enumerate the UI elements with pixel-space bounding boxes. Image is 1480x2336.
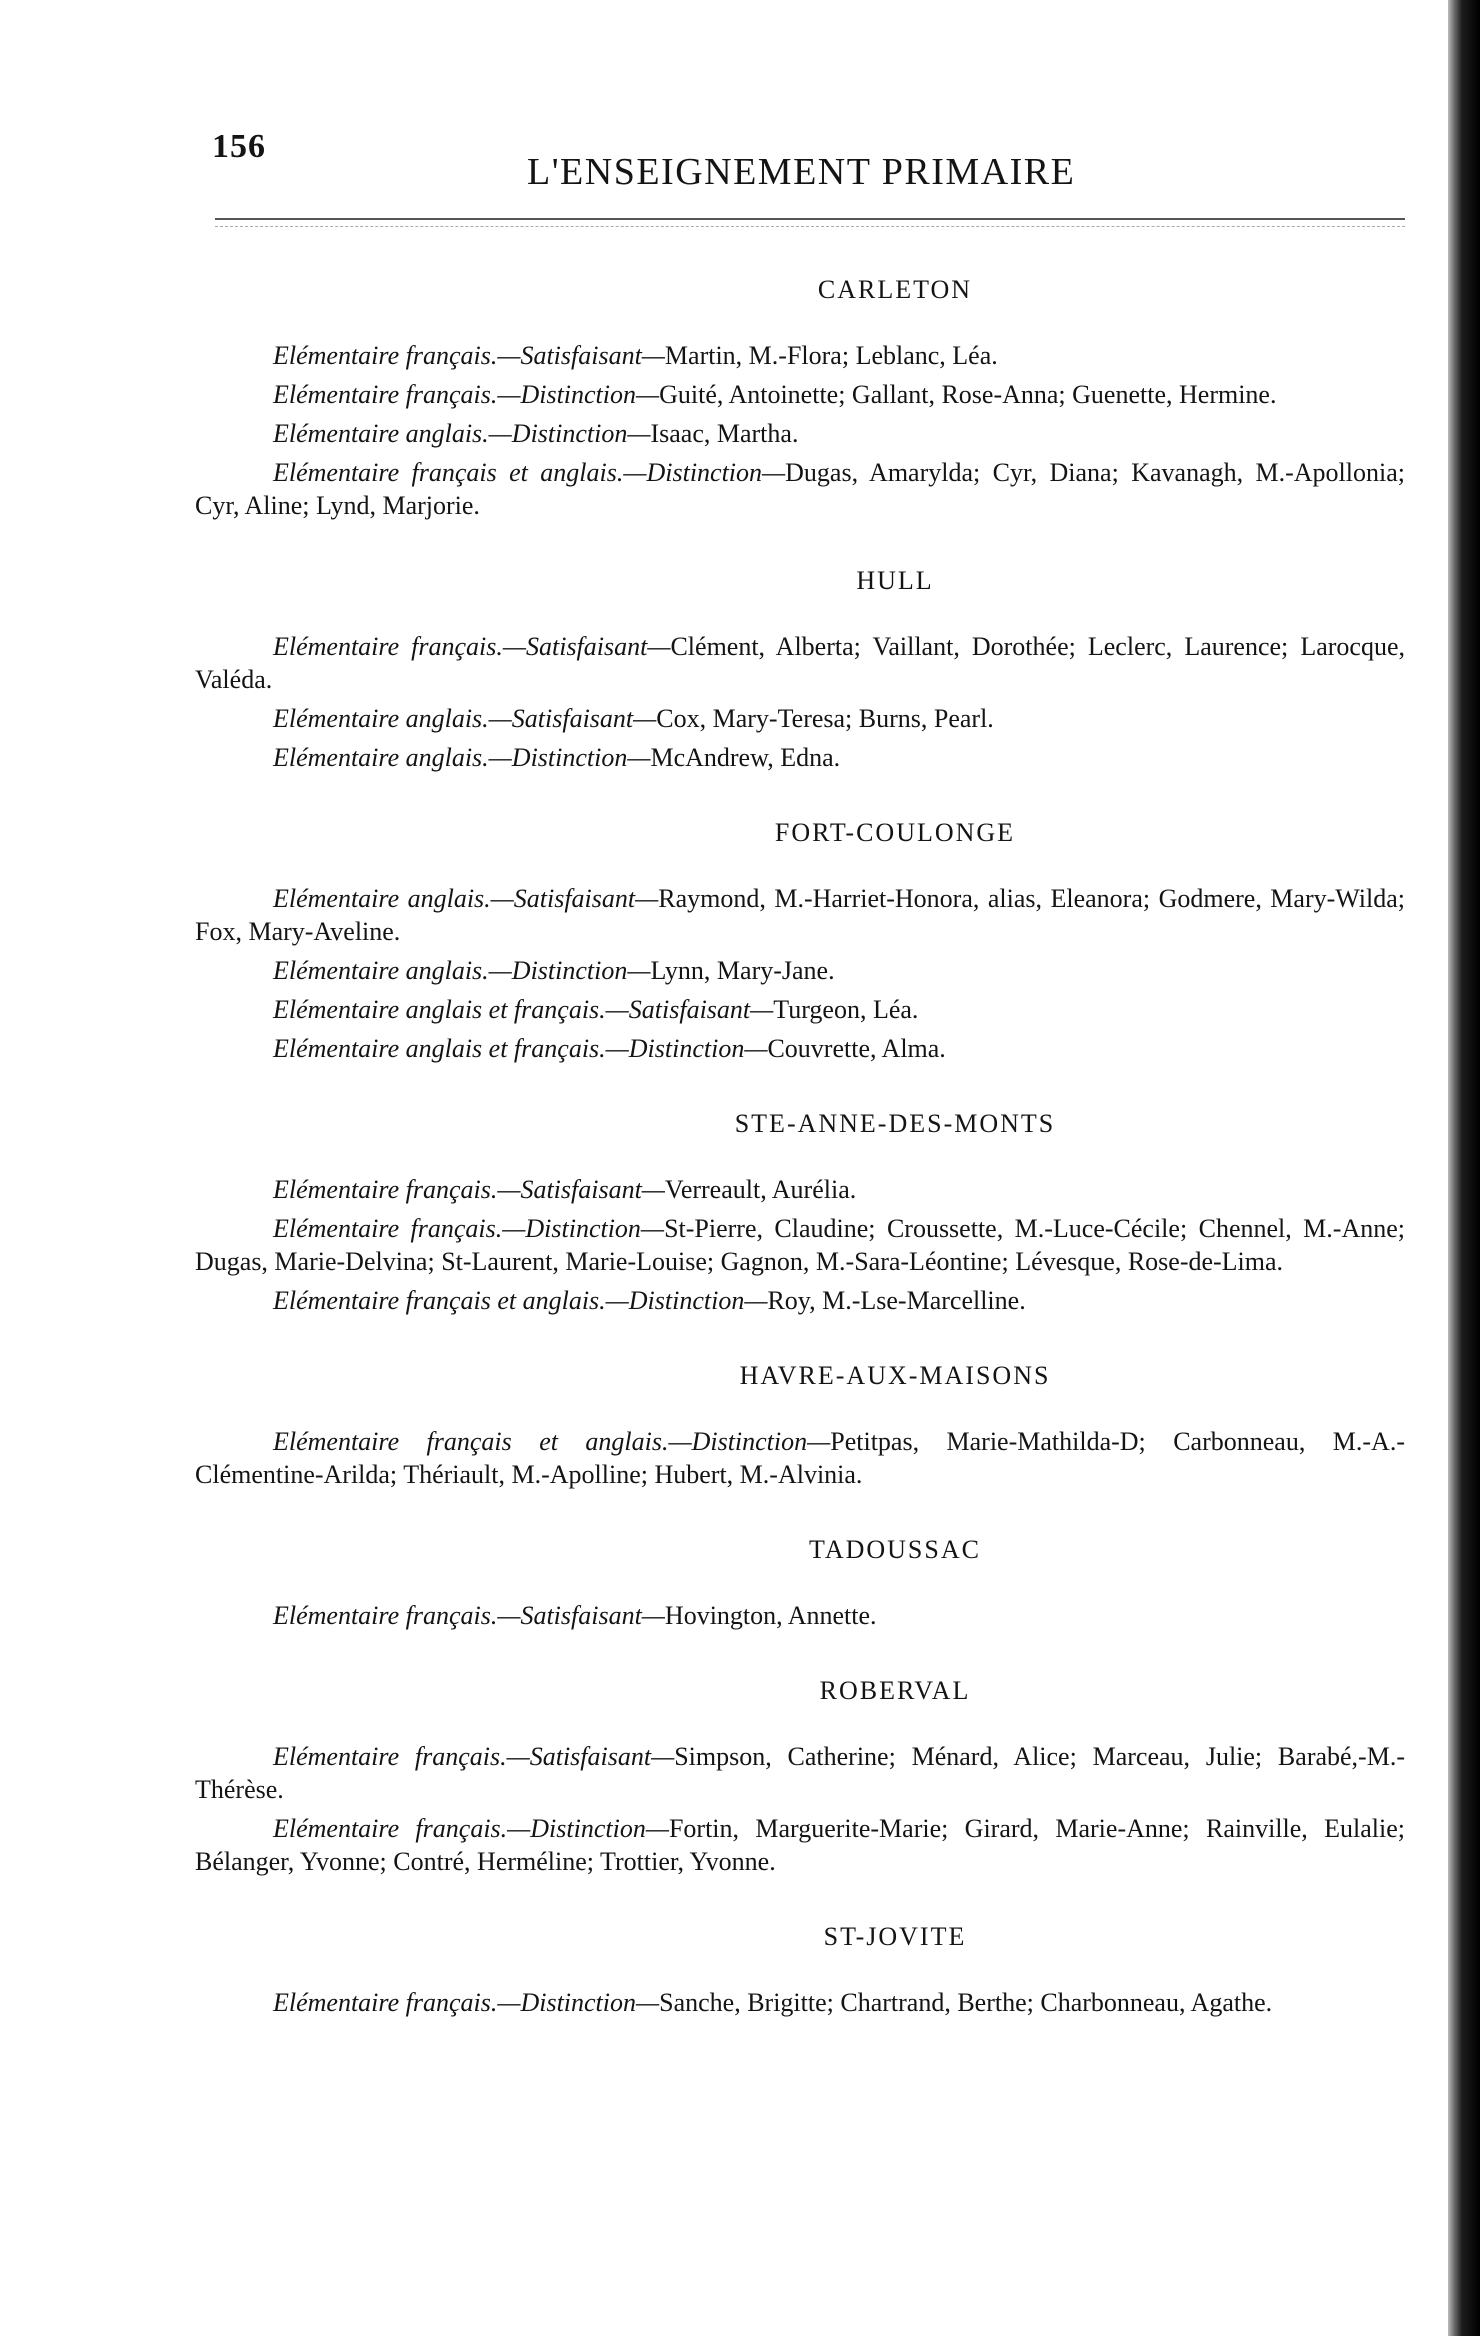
result-entry <box>195 1986 1405 2019</box>
entry-category: Elémentaire anglais.—Distinction— <box>273 956 651 985</box>
entry-names: Turgeon, Léa. <box>773 995 919 1024</box>
entry-names: Clément, Alberta; Vaillant, Dorothée; Leclerc, Laurence; Larocque, Valéda. <box>195 632 1405 694</box>
entry-names: Roy, M.-Lse-Marcelline. <box>767 1286 1026 1315</box>
section-heading: ST-JOVITE <box>823 1922 967 1951</box>
entry-category: Elémentaire anglais et français.—Satisfaisant— <box>273 995 774 1024</box>
entry-category: Elémentaire français.—Satisfaisant— <box>273 1742 675 1771</box>
entry-names: Hovington, Annette. <box>664 1601 877 1630</box>
header-rule-secondary <box>215 226 1405 227</box>
entry-category: Elémentaire français et anglais.—Distinction— <box>273 458 786 487</box>
entry-category: Elémentaire français et anglais.—Distinction— <box>273 1427 831 1456</box>
result-entry <box>195 378 1405 411</box>
section-heading: HULL <box>856 566 934 595</box>
entry-category: Elémentaire français.—Distinction— <box>273 1814 669 1843</box>
result-entry <box>195 1173 1405 1206</box>
entry-names: Simpson, Catherine; Ménard, Alice; Marceau, Julie; Barabé,-M.-Thérèse. <box>195 1742 1405 1804</box>
result-entry <box>195 741 1405 774</box>
entry-names: Raymond, M.-Harriet-Honora, alias, Eleanora; Godmere, Mary-Wilda; Fox, Mary-Aveline. <box>195 884 1405 946</box>
entry-names: Dugas, Amarylda; Cyr, Diana; Kavanagh, M.-Apollonia; Cyr, Aline; Lynd, Marjorie. <box>195 458 1405 520</box>
entry-names: Petitpas, Marie-Mathilda-D; Carbonneau, M.-A.-Clémentine-Arilda; Thériault, M.-Apolline; Hubert, M.-Alvinia. <box>195 1427 1405 1489</box>
entry-category: Elémentaire anglais et français.—Distinction— <box>273 1034 768 1063</box>
section-tadoussac <box>195 1535 1405 1632</box>
page-header <box>212 128 1112 198</box>
entry-category: Elémentaire français et anglais.—Distinction— <box>273 1286 768 1315</box>
entry-names: McAndrew, Edna. <box>650 743 841 772</box>
page-number: 156 <box>212 128 266 165</box>
entry-category: Elémentaire anglais.—Satisfaisant— <box>273 884 659 913</box>
entry-names: Martin, M.-Flora; Leblanc, Léa. <box>664 341 998 370</box>
section-carleton <box>195 275 1405 522</box>
section-st-jovite <box>195 1922 1405 2019</box>
entry-names: Fortin, Marguerite-Marie; Girard, Marie-Anne; Rainville, Eulalie; Bélanger, Yvonne; Contré, Herméline; Trottier, Yvonne. <box>195 1814 1405 1876</box>
entry-names: St-Pierre, Claudine; Croussette, M.-Luce-Cécile; Chennel, M.-Anne; Dugas, Marie-Delvina; St-Laurent, Marie-Louise; Gagnon, M.-Sara-Léontine; Lévesque, Rose-de-Lima. <box>195 1214 1405 1276</box>
result-entry <box>195 993 1405 1026</box>
entry-category: Elémentaire français.—Satisfaisant— <box>273 341 665 370</box>
entry-names: Lynn, Mary-Jane. <box>650 956 835 985</box>
section-hull <box>195 566 1405 774</box>
header-rule <box>215 218 1405 220</box>
section-heading: FORT-COULONGE <box>774 818 1016 847</box>
result-entry <box>195 702 1405 735</box>
entry-names: Verreault, Aurélia. <box>664 1175 857 1204</box>
section-heading: TADOUSSAC <box>809 1535 981 1564</box>
entry-category: Elémentaire français.—Distinction— <box>273 1988 660 2017</box>
section-heading: STE-ANNE-DES-MONTS <box>734 1109 1056 1138</box>
entry-names: Sanche, Brigitte; Chartrand, Berthe; Charbonneau, Agathe. <box>659 1988 1273 2017</box>
result-entry <box>195 456 1405 522</box>
section-ste-anne-des-monts <box>195 1109 1405 1317</box>
entry-category: Elémentaire français.—Distinction— <box>273 1214 665 1243</box>
section-heading: CARLETON <box>817 275 973 304</box>
section-fort-coulonge <box>195 818 1405 1065</box>
running-title: L'ENSEIGNEMENT PRIMAIRE <box>527 151 1076 193</box>
result-entry <box>195 339 1405 372</box>
section-havre-aux-maisons <box>195 1361 1405 1491</box>
result-entry <box>195 1740 1405 1806</box>
section-roberval <box>195 1676 1405 1878</box>
entry-category: Elémentaire français.—Satisfaisant— <box>273 632 671 661</box>
section-heading: ROBERVAL <box>819 1676 971 1705</box>
entry-names: Cox, Mary-Teresa; Burns, Pearl. <box>656 704 994 733</box>
entry-names: Isaac, Martha. <box>650 419 799 448</box>
result-entry <box>195 1599 1405 1632</box>
entry-names: Couvrette, Alma. <box>767 1034 946 1063</box>
result-entry <box>195 1812 1405 1878</box>
result-entry <box>195 417 1405 450</box>
result-entry <box>195 1212 1405 1278</box>
result-entry <box>195 1032 1405 1065</box>
entry-category: Elémentaire français.—Satisfaisant— <box>273 1601 665 1630</box>
entry-category: Elémentaire anglais.—Satisfaisant— <box>273 704 657 733</box>
section-heading: HAVRE-AUX-MAISONS <box>739 1361 1051 1390</box>
entry-category: Elémentaire français.—Distinction— <box>273 380 660 409</box>
result-entry <box>195 1284 1405 1317</box>
result-entry <box>195 630 1405 696</box>
entry-category: Elémentaire français.—Satisfaisant— <box>273 1175 665 1204</box>
entry-category: Elémentaire anglais.—Distinction— <box>273 743 651 772</box>
result-entry <box>195 882 1405 948</box>
entry-names: Guité, Antoinette; Gallant, Rose-Anna; Guenette, Hermine. <box>659 380 1277 409</box>
document-body <box>195 275 1405 2025</box>
entry-category: Elémentaire anglais.—Distinction— <box>273 419 651 448</box>
result-entry <box>195 1425 1405 1491</box>
result-entry <box>195 954 1405 987</box>
page-edge-shadow <box>1448 0 1480 2336</box>
